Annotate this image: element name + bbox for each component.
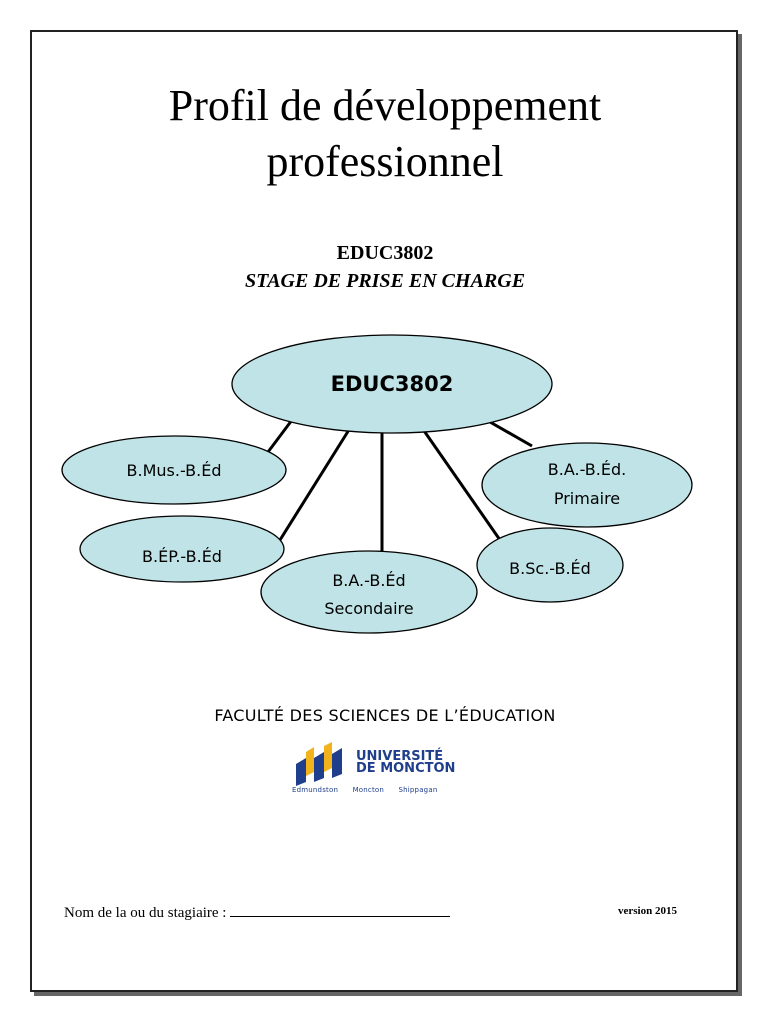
logo-campus-1: Edmundston — [292, 786, 339, 794]
node-ba-prim-label-2: Primaire — [553, 489, 621, 508]
node-bmus-label: B.Mus.-B.Éd — [126, 461, 222, 480]
course-code: EDUC3802 — [336, 242, 434, 264]
node-ba-prim-label-1: B.A.-B.Éd. — [547, 460, 627, 479]
node-ba-sec-label-2: Secondaire — [324, 599, 414, 618]
node-ba-prim — [482, 443, 692, 527]
node-bsc-label: B.Sc.-B.Éd — [509, 559, 591, 578]
node-ba-sec-label-1: B.A.-B.Éd — [332, 571, 406, 590]
university-logo — [292, 742, 512, 800]
center-node-label: EDUC3802 — [330, 372, 454, 396]
trainee-name-field — [64, 902, 450, 922]
node-bep-label: B.ÉP.-B.Éd — [142, 547, 222, 566]
logo-campus-2: Moncton — [352, 786, 385, 794]
connector-ba-prim — [490, 422, 532, 446]
title-line-2: professionnel — [266, 137, 504, 186]
trainee-name-label: Nom de la ou du stagiaire : — [64, 905, 227, 921]
title-line-1: Profil de développement — [168, 81, 602, 130]
university-logo-mark-icon — [292, 742, 352, 786]
faculty-name: FACULTÉ DES SCIENCES DE L’ÉDUCATION — [214, 706, 556, 725]
version-label: version 2015 — [618, 905, 677, 917]
logo-word-2: DE MONCTON — [356, 761, 456, 776]
course-subtitle: STAGE DE PRISE EN CHARGE — [244, 270, 526, 292]
logo-campuses — [292, 786, 512, 794]
logo-word-1: UNIVERSITÉ — [356, 749, 444, 764]
connector-bep — [280, 425, 352, 540]
node-ba-sec — [261, 551, 477, 633]
logo-campus-3: Shippagan — [398, 786, 438, 794]
trainee-name-blank — [230, 902, 450, 917]
connector-bmus — [268, 420, 292, 452]
